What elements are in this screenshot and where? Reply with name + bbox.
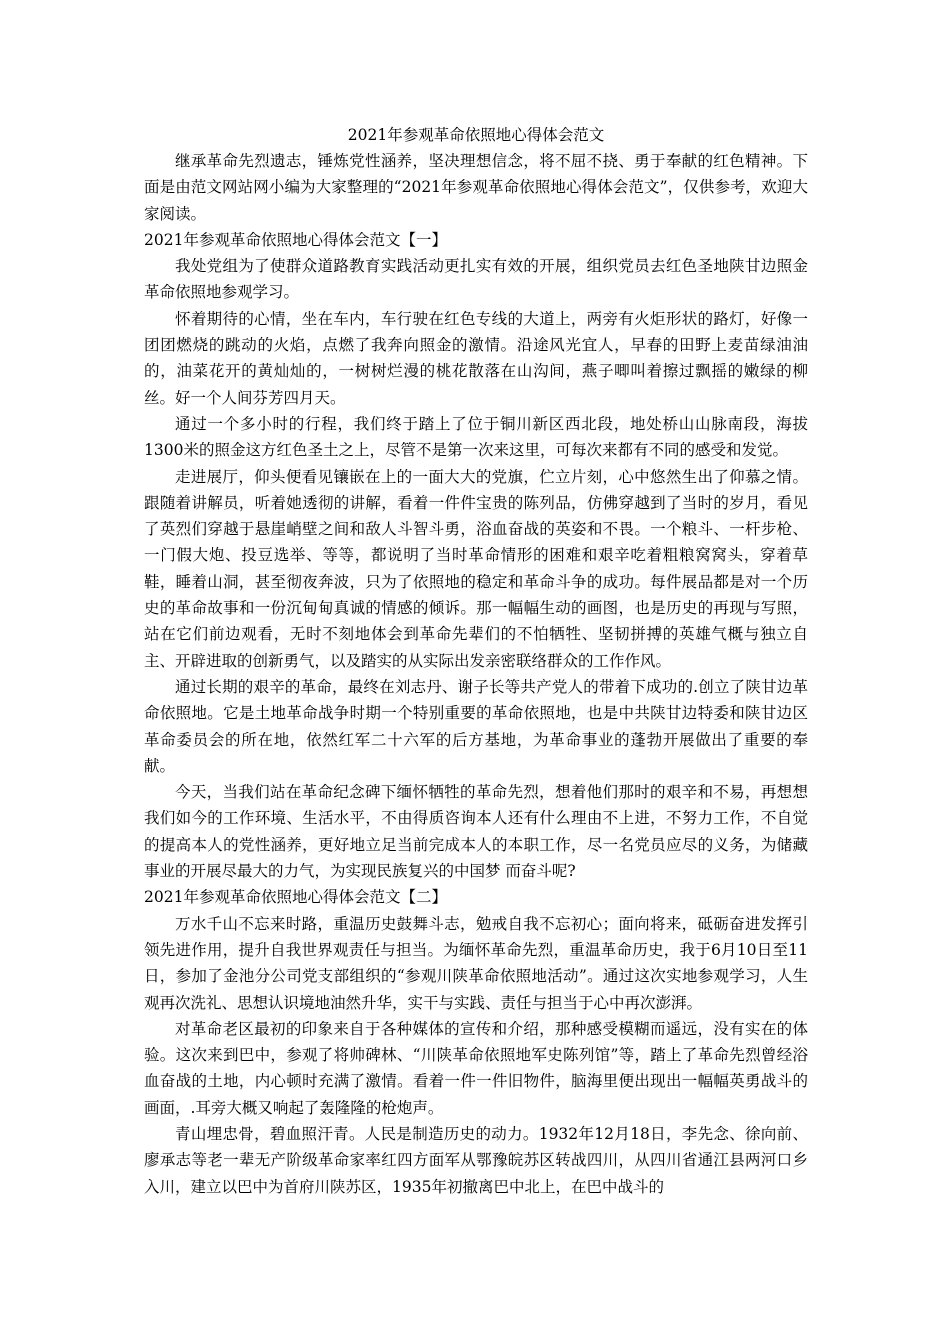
body-paragraph: 走进展厅，仰头便看见镶嵌在上的一面大大的党旗，伫立片刻，心中悠然生出了仰慕之情。跟随着讲解员，听着她透彻的讲解，看着一件件宝贵的陈列品，仿佛穿越到了当时的岁月，看见了英烈们穿越于悬崖峭壁之间和敌人斗智斗勇，浴血奋战的英姿和不畏。一个粮斗、一杆步枪、一门假大炮、投豆选举、等等，都说明了当时革命情形的困难和艰辛吃着粗粮窝窝头，穿着草鞋，睡着山洞，甚至彻夜奔波，只为了依照地的稳定和革命斗争的成功。每件展品都是对一个历史的革命故事和一份沉甸甸真诚的情感的倾诉。那一幅幅生动的画图，也是历史的再现与写照，站在它们前边观看，无时不刻地体会到革命先辈们的不怕牺牲、坚韧拼搏的英雄气概与独立自主、开辟进取的创新勇气，以及踏实的从实际出发亲密联络群众的工作作风。 xyxy=(144,467,808,670)
body-paragraph: 万水千山不忘来时路，重温历史鼓舞斗志，勉戒自我不忘初心；面向将来，砥砺奋进发挥引领先进作用，提升自我世界观责任与担当。为缅怀革命先烈，重温革命历史，我于6月10日至11日，参加了金池分公司党支部组织的“参观川陕革命依照地活动”。通过这次实地参观学习，人生观再次洗礼、思想认识境地油然升华，实干与实践、责任与担当于心中再次澎湃。 xyxy=(144,914,808,1012)
body-paragraph: 通过一个多小时的行程，我们终于踏上了位于铜川新区西北段，地处桥山山脉南段，海拔1300米的照金这方红色圣土之上，尽管不是第一次来这里，可每次来都有不同的感受和发觉。 xyxy=(144,414,808,460)
section-heading-1: 2021年参观革命依照地心得体会范文【一】 xyxy=(144,230,447,249)
body-paragraph: 今天，当我们站在革命纪念碑下缅怀牺牲的革命先烈，想着他们那时的艰辛和不易，再想想我们如今的工作环境、生活水平，不由得质咨询本人还有什么理由不上进，不努力工作，不自觉的提高本人的党性涵养，更好地立足当前完成本人的本职工作，尽一名党员应尽的义务，为储藏事业的开展尽最大的力气，为实现民族复兴的中国梦 而奋斗呢? xyxy=(144,783,808,881)
section-heading-2: 2021年参观革命依照地心得体会范文【二】 xyxy=(144,888,447,907)
body-paragraph: 对革命老区最初的印象来自于各种媒体的宣传和介绍，那种感受模糊而遥远，没有实在的体验。这次来到巴中，参观了将帅碑林、“川陕革命依照地军史陈列馆”等，踏上了革命先烈曾经浴血奋战的土地，内心顿时充满了激情。看着一件一件旧物件，脑海里便出现出一幅幅英勇战斗的画面，.耳旁大概又响起了轰隆隆的枪炮声。 xyxy=(144,1019,808,1117)
body-paragraph: 我处党组为了使群众道路教育实践活动更扎实有效的开展，组织党员去红色圣地陕甘边照金革命依照地参观学习。 xyxy=(144,257,808,302)
intro-paragraph: 继承革命先烈遗志，锤炼党性涵养，坚决理想信念，将不屈不挠、勇于奉献的红色精神。下面是由范文网站网小编为大家整理的“2021年参观革命依照地心得体会范文”，仅供参考，欢迎大家阅读。 xyxy=(144,152,808,223)
body-paragraph: 怀着期待的心情，坐在车内，车行驶在红色专线的大道上，两旁有火炬形状的路灯，好像一团团燃烧的跳动的火焰，点燃了我奔向照金的激情。沿途风光宜人，早春的田野上麦苗绿油油的，油菜花开的黄灿灿的，一树树烂漫的桃花散落在山沟间，燕子唧叫着擦过飘摇的嫩绿的柳丝。好一个人间芬芳四月天。 xyxy=(144,309,808,407)
document-title: 2021年参观革命依照地心得体会范文 xyxy=(347,126,605,144)
body-paragraph: 通过长期的艰辛的革命，最终在刘志丹、谢子长等共产党人的带着下成功的.创立了陕甘边革命依照地。它是土地革命战争时期一个特别重要的革命依照地，也是中共陕甘边特委和陕甘边区革命委员会的所在地，依然红军二十六军的后方基地，为革命事业的蓬勃开展做出了重要的奉献。 xyxy=(144,677,808,775)
document-page xyxy=(144,122,808,1200)
body-paragraph: 青山埋忠骨，碧血照汗青。人民是制造历史的动力。1932年12月18日，李先念、徐向前、廖承志等老一辈无产阶级革命家率红四方面军从鄂豫皖苏区转战四川，从四川省通江县两河口乡入川，建立以巴中为首府川陕苏区，1935年初撤离巴中北上，在巴中战斗的 xyxy=(144,1124,808,1196)
